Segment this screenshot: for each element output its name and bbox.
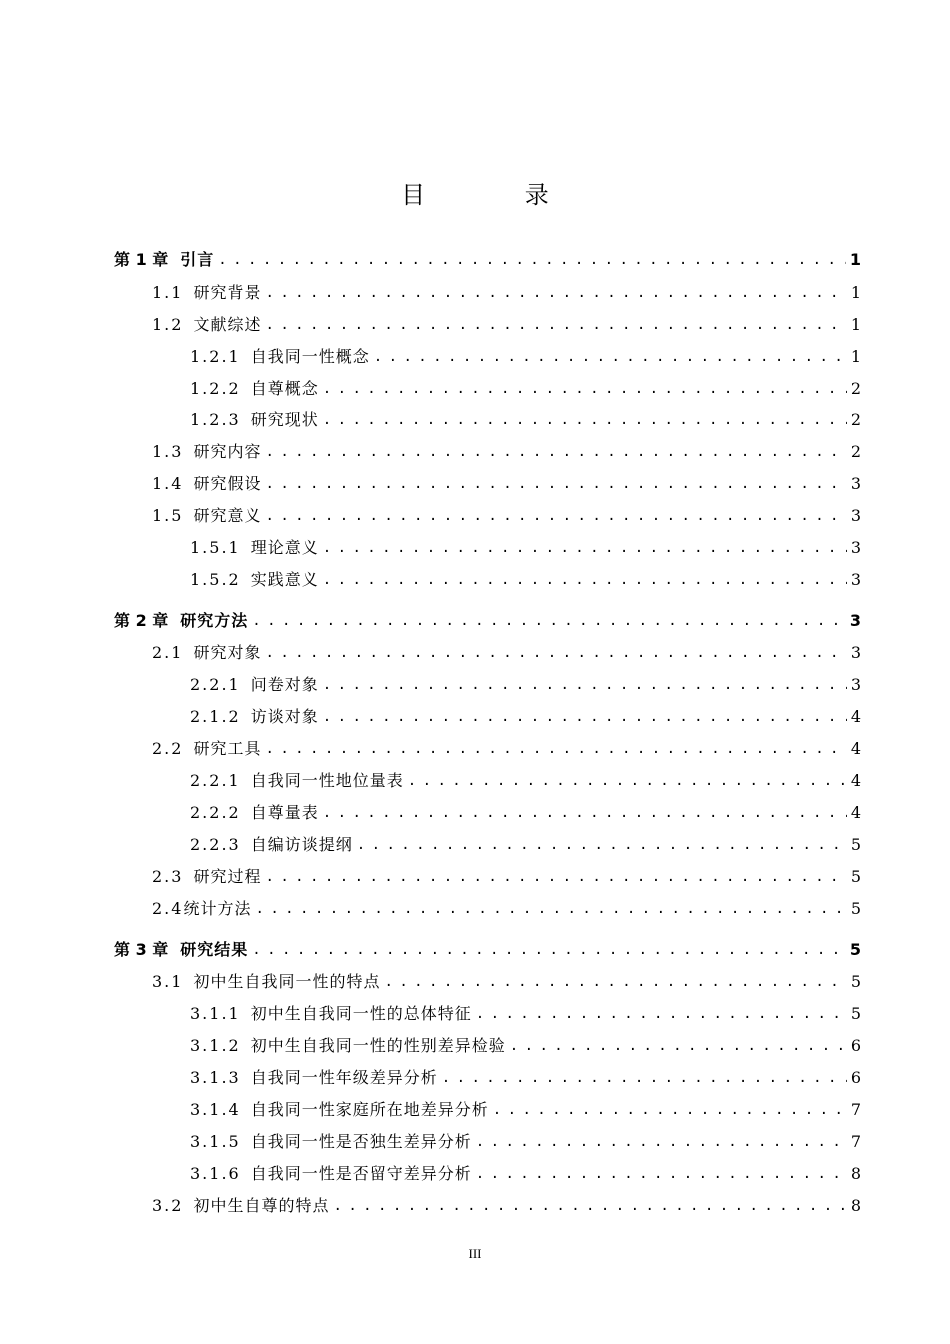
toc-entry-title: 自我同一性年级差异分析 xyxy=(250,1068,438,1087)
toc-entry-number: 1.2.1 xyxy=(190,347,241,366)
toc-entry-title: 自我同一性是否独生差异分析 xyxy=(250,1132,472,1151)
toc-entry-number: 2.2.3 xyxy=(190,835,241,854)
toc-entry[interactable] xyxy=(190,831,861,855)
toc-entry-title: 研究假设 xyxy=(193,474,262,493)
footer-page-number: III xyxy=(468,1246,482,1261)
toc-dot-leader xyxy=(323,803,847,823)
toc-entry-number: 1.5.1 xyxy=(190,538,241,557)
toc-dot-leader xyxy=(252,611,846,631)
toc-entry-title: 自编访谈提纲 xyxy=(250,835,353,854)
toc-entry-page: 3 xyxy=(850,643,861,662)
toc-entry-page: 3 xyxy=(850,675,861,694)
toc-entry-page: 7 xyxy=(850,1132,861,1151)
toc-dot-leader xyxy=(357,835,847,855)
toc-entry[interactable] xyxy=(152,1192,861,1216)
toc-entry-number: 1.5.2 xyxy=(190,570,241,589)
toc-dot-leader xyxy=(265,315,846,335)
toc-entry[interactable] xyxy=(190,671,861,695)
toc-entry-page: 7 xyxy=(850,1100,861,1119)
toc-entry-number: 2.1.2 xyxy=(190,707,241,726)
toc-entry-page: 3 xyxy=(850,506,861,525)
toc-entry[interactable] xyxy=(152,438,861,462)
page-title: 目 录 xyxy=(401,181,595,209)
toc-entry-title: 研究对象 xyxy=(193,643,262,662)
toc-dot-leader xyxy=(323,379,847,399)
toc-entry-page: 2 xyxy=(850,379,861,398)
toc-entry-title: 自我同一性地位量表 xyxy=(250,771,404,790)
toc-entry[interactable] xyxy=(190,799,861,823)
toc-entry-title: 研究过程 xyxy=(193,867,262,886)
toc-entry[interactable] xyxy=(152,735,861,759)
toc-entry-title: 访谈对象 xyxy=(250,707,319,726)
toc-entry-title: 统计方法 xyxy=(183,899,252,918)
toc-entry-number: 第 1 章 xyxy=(114,250,169,269)
toc-entry-number: 1.1 xyxy=(152,283,184,302)
toc-entry-page: 5 xyxy=(850,835,861,854)
toc-entry[interactable] xyxy=(152,279,861,303)
toc-entry-title: 自我同一性是否留守差异分析 xyxy=(250,1164,472,1183)
toc-dot-leader xyxy=(476,1004,847,1024)
toc-entry-page: 1 xyxy=(850,283,861,302)
toc-entry-page: 4 xyxy=(850,739,861,758)
toc-entry-title: 初中生自尊的特点 xyxy=(193,1196,330,1215)
toc-entry-page: 4 xyxy=(850,771,861,790)
toc-entry-title: 自尊量表 xyxy=(250,803,319,822)
toc-dot-leader xyxy=(265,442,846,462)
toc-entry-number: 1.2.3 xyxy=(190,410,241,429)
toc-dot-leader xyxy=(252,940,846,960)
toc-entry-page: 3 xyxy=(850,474,861,493)
toc-entry-page: 3 xyxy=(850,538,861,557)
toc-entry-number: 1.4 xyxy=(152,474,184,493)
toc-dot-leader xyxy=(476,1132,847,1152)
toc-entry[interactable] xyxy=(114,607,861,631)
toc-entry[interactable] xyxy=(190,703,861,727)
toc-entry-title: 自尊概念 xyxy=(250,379,319,398)
toc-entry-number: 3.1 xyxy=(152,972,184,991)
toc-entry-number: 2.1 xyxy=(152,643,184,662)
toc-entry[interactable] xyxy=(114,936,861,960)
toc-dot-leader xyxy=(255,899,846,919)
toc-entry-title: 自我同一性概念 xyxy=(250,347,370,366)
toc-entry[interactable] xyxy=(190,1096,861,1120)
toc-entry[interactable] xyxy=(152,895,861,919)
toc-dot-leader xyxy=(408,771,847,791)
toc-entry[interactable] xyxy=(190,1160,861,1184)
toc-entry-title: 研究意义 xyxy=(193,506,262,525)
toc-entry-title: 研究背景 xyxy=(193,283,262,302)
toc-entry-page: 2 xyxy=(850,442,861,461)
toc-entry-title: 研究现状 xyxy=(250,410,319,429)
toc-entry-page: 2 xyxy=(850,410,861,429)
toc-entry-number: 1.5 xyxy=(152,506,184,525)
toc-entry-number: 2.2.1 xyxy=(190,675,241,694)
toc-dot-leader xyxy=(265,506,846,526)
toc-entry[interactable] xyxy=(152,502,861,526)
toc-dot-leader xyxy=(442,1068,847,1088)
toc-entry-number: 1.2 xyxy=(152,315,184,334)
toc-entry-page: 8 xyxy=(850,1164,861,1183)
toc-entry-title: 研究方法 xyxy=(180,611,249,630)
toc-dot-leader xyxy=(374,347,847,367)
toc-entry-title: 文献综述 xyxy=(193,315,262,334)
toc-entry-title: 初中生自我同一性的总体特征 xyxy=(250,1004,472,1023)
toc-entry-title: 引言 xyxy=(180,250,215,269)
toc-entry[interactable] xyxy=(190,1000,861,1024)
toc-entry-number: 2.2.2 xyxy=(190,803,241,822)
toc-entry-number: 3.1.3 xyxy=(190,1068,241,1087)
toc-dot-leader xyxy=(323,707,847,727)
toc-entry[interactable] xyxy=(190,1032,861,1056)
toc-entry[interactable] xyxy=(190,566,861,590)
toc-entry-number: 2.2.1 xyxy=(190,771,241,790)
toc-entry-page: 8 xyxy=(850,1196,861,1215)
toc-entry[interactable] xyxy=(152,639,861,663)
toc-entry-number: 2.2 xyxy=(152,739,184,758)
toc-dot-leader xyxy=(265,867,846,887)
toc-entry[interactable] xyxy=(152,311,861,335)
toc-dot-leader xyxy=(510,1036,847,1056)
toc-entry-number: 3.2 xyxy=(152,1196,184,1215)
toc-entry-number: 3.1.2 xyxy=(190,1036,241,1055)
toc-entry-page: 3 xyxy=(850,570,861,589)
toc-entry-title: 初中生自我同一性的特点 xyxy=(193,972,381,991)
toc-entry-number: 1.3 xyxy=(152,442,184,461)
toc-entry[interactable] xyxy=(152,863,861,887)
toc-entry[interactable] xyxy=(190,1128,861,1152)
toc-entry-number: 3.1.6 xyxy=(190,1164,241,1183)
toc-entry-page: 5 xyxy=(850,1004,861,1023)
toc-entry-page: 1 xyxy=(850,347,861,366)
toc-dot-leader xyxy=(218,250,846,270)
toc-entry-page: 6 xyxy=(850,1068,861,1087)
toc-entry-page: 5 xyxy=(850,867,861,886)
toc-dot-leader xyxy=(384,972,846,992)
toc-entry-title: 理论意义 xyxy=(250,538,319,557)
toc-entry-title: 研究工具 xyxy=(193,739,262,758)
toc-entry-title: 研究结果 xyxy=(180,940,249,959)
toc-entry[interactable] xyxy=(190,534,861,558)
toc-dot-leader xyxy=(323,410,847,430)
toc-dot-leader xyxy=(323,570,847,590)
toc-entry-page: 4 xyxy=(850,707,861,726)
toc-entry-page: 5 xyxy=(850,899,861,918)
toc-dot-leader xyxy=(265,283,846,303)
toc-entry[interactable] xyxy=(190,767,861,791)
toc-entry-page: 5 xyxy=(849,940,861,959)
toc-entry-title: 初中生自我同一性的性别差异检验 xyxy=(250,1036,506,1055)
toc-entry-title: 自我同一性家庭所在地差异分析 xyxy=(250,1100,489,1119)
toc-entry-page: 1 xyxy=(850,315,861,334)
toc-entry-page: 5 xyxy=(850,972,861,991)
toc-entry[interactable] xyxy=(152,470,861,494)
toc-dot-leader xyxy=(265,739,846,759)
toc-entry-title: 研究内容 xyxy=(193,442,262,461)
toc-entry-number: 3.1.1 xyxy=(190,1004,241,1023)
toc-entry-page: 1 xyxy=(849,250,861,269)
toc-entry-number: 1.2.2 xyxy=(190,379,241,398)
toc-dot-leader xyxy=(265,474,846,494)
toc-entry-number: 第 3 章 xyxy=(114,940,169,959)
toc-dot-leader xyxy=(476,1164,847,1184)
toc-entry[interactable] xyxy=(114,246,861,270)
toc-entry-number: 3.1.4 xyxy=(190,1100,241,1119)
toc-entry-number: 3.1.5 xyxy=(190,1132,241,1151)
toc-entry-page: 6 xyxy=(850,1036,861,1055)
toc-dot-leader xyxy=(323,538,847,558)
toc-dot-leader xyxy=(265,643,846,663)
toc-dot-leader xyxy=(333,1196,846,1216)
toc-dot-leader xyxy=(323,675,847,695)
toc-entry-page: 3 xyxy=(849,611,861,630)
toc-dot-leader xyxy=(493,1100,847,1120)
toc-entry[interactable] xyxy=(190,1064,861,1088)
toc-entry[interactable] xyxy=(190,406,861,430)
toc-entry[interactable] xyxy=(190,375,861,399)
toc-entry-page: 4 xyxy=(850,803,861,822)
toc-entry-number: 第 2 章 xyxy=(114,611,169,630)
toc-entry[interactable] xyxy=(152,968,861,992)
toc-entry[interactable] xyxy=(190,343,861,367)
toc-entry-title: 实践意义 xyxy=(250,570,319,589)
toc-entry-number: 2.3 xyxy=(152,867,184,886)
toc-entry-number: 2.4 xyxy=(152,899,184,918)
toc-entry-title: 问卷对象 xyxy=(250,675,319,694)
